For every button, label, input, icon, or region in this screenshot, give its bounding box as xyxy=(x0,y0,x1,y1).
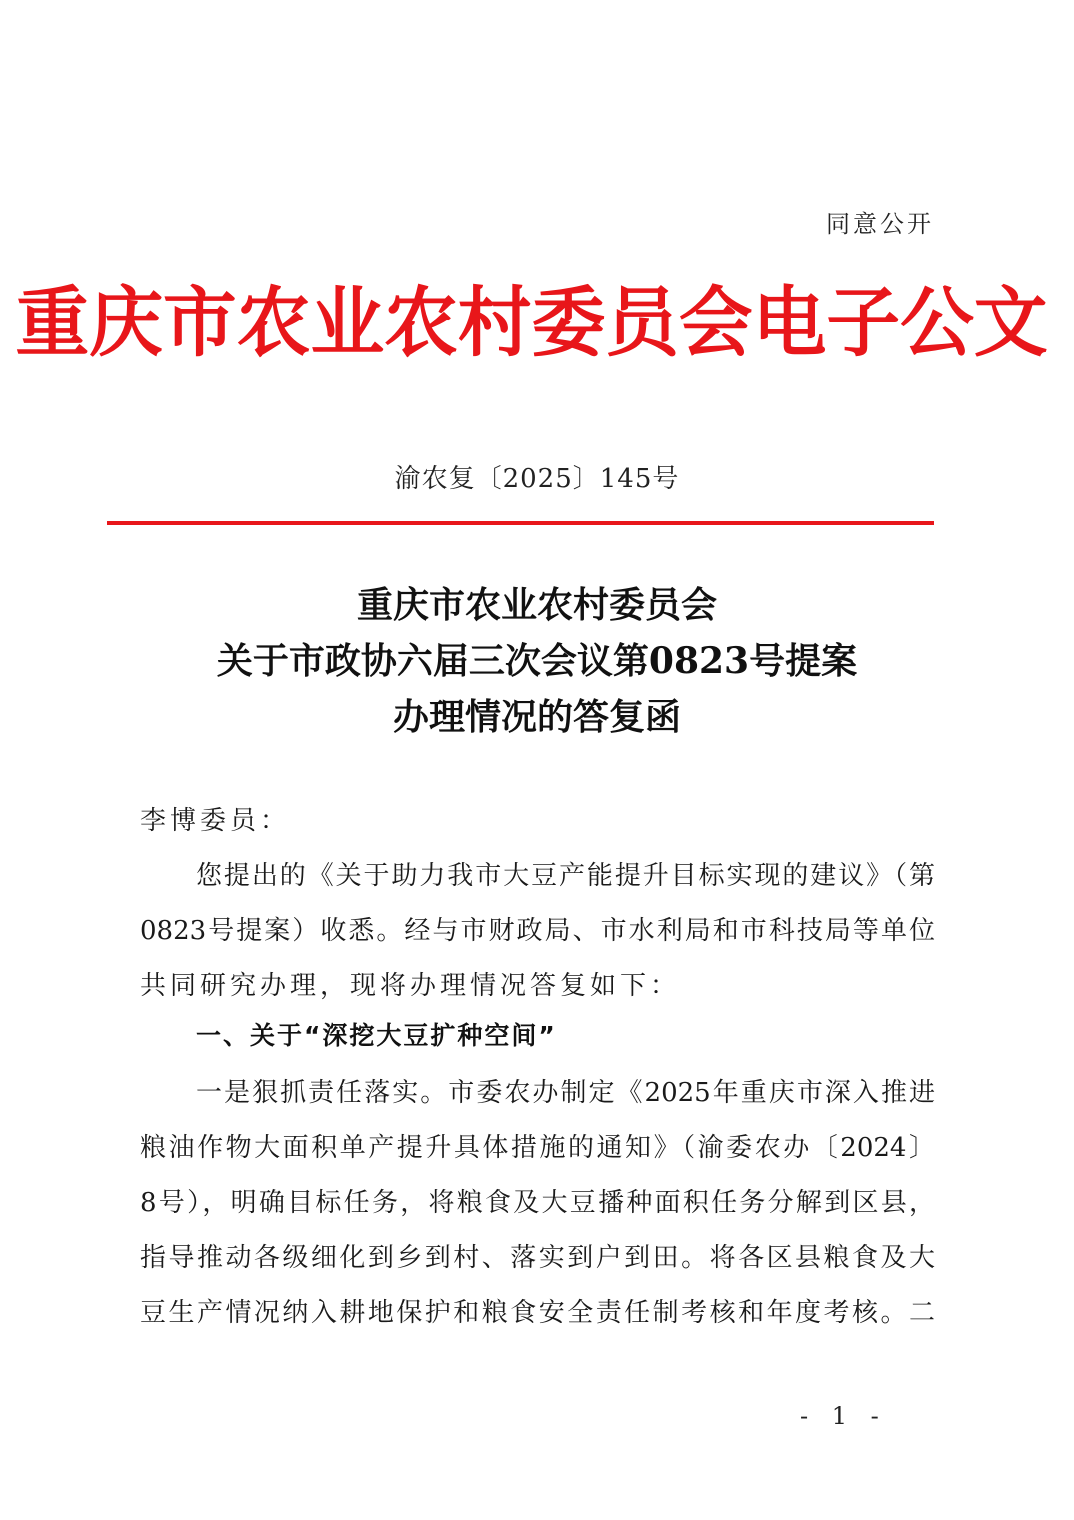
paragraph-2-line-5: 豆生产情况纳入耕地保护和粮食安全责任制考核和年度考核。二 xyxy=(140,1298,935,1328)
letterhead: 重庆市农业农村委员会电子公文 xyxy=(15,278,1048,367)
paragraph-1-line-1: 您提出的《关于助力我市大豆产能提升目标实现的建议》（第 xyxy=(196,861,935,891)
paragraph-2-line-2: 粮油作物大面积单产提升具体措施的通知》（渝委农办〔2024〕 xyxy=(140,1133,935,1163)
title-line-2: 关于市政协六届三次会议第0823号提案 xyxy=(216,640,858,682)
paragraph-2-line-1: 一是狠抓责任落实。市委农办制定《2025年重庆市深入推进 xyxy=(196,1078,935,1108)
paragraph-2-line-4: 指导推动各级细化到乡到村、落实到户到田。将各区县粮食及大 xyxy=(140,1243,935,1273)
page-number: - 1 - xyxy=(800,1402,887,1430)
title-line-1: 重庆市农业农村委员会 xyxy=(356,584,717,626)
paragraph-2-line-3: 8号），明确目标任务，将粮食及大豆播种面积任务分解到区县， xyxy=(140,1188,935,1218)
salutation: 李博委员： xyxy=(140,806,291,836)
title-line-3: 办理情况的答复函 xyxy=(392,696,681,738)
disclosure-label: 同意公开 xyxy=(826,210,934,238)
document-number: 渝农复〔2025〕145号 xyxy=(394,464,680,494)
red-divider xyxy=(107,521,934,525)
paragraph-1-line-3: 共同研究办理，现将办理情况答复如下： xyxy=(140,971,681,1001)
paragraph-1-line-2: 0823号提案）收悉。经与市财政局、市水利局和市科技局等单位 xyxy=(140,916,935,946)
section-heading-1: 一、关于“深挖大豆扩种空间” xyxy=(196,1021,557,1050)
